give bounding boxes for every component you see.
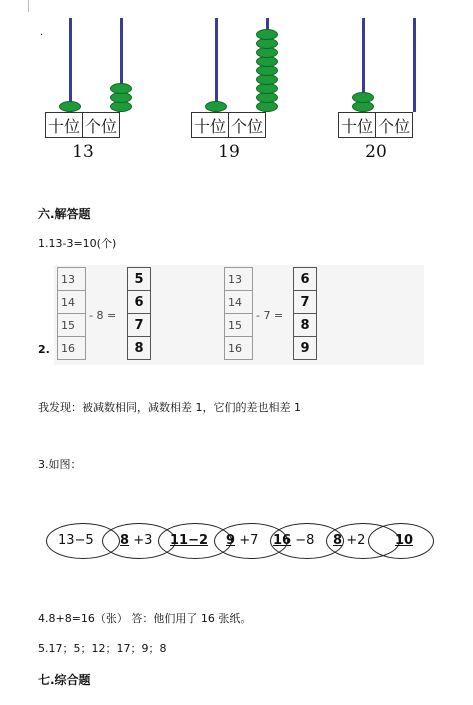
- place-value-table: [338, 112, 413, 138]
- chain-step-6: [333, 533, 365, 548]
- chain-end: [384, 533, 424, 548]
- chain-step-2: [120, 533, 152, 548]
- answer-3-label: 3.如图：: [38, 458, 82, 471]
- section-6-title: 六.解答题: [38, 207, 91, 221]
- ones-place-label: 个位: [376, 113, 413, 138]
- tens-place-label: 十位: [192, 113, 229, 138]
- left-operator: - 8 =: [89, 309, 117, 322]
- answer-5: 5.17；5；12；17；9；8: [38, 642, 167, 655]
- minuend-cell: 15: [58, 314, 86, 337]
- place-value-table: [45, 112, 120, 138]
- chain-answer: 10: [394, 533, 414, 548]
- abacus-bead: [352, 92, 374, 103]
- minuend-cell: 14: [58, 291, 86, 314]
- chain-op: +3: [133, 533, 153, 548]
- chain-answer: 11−2: [170, 533, 209, 548]
- chain-answer: 8: [120, 533, 130, 548]
- minuend-cell: 13: [58, 268, 86, 291]
- tens-place-label: 十位: [339, 113, 376, 138]
- abacus-number: 20: [365, 142, 387, 162]
- minuend-cell: 13: [225, 268, 253, 291]
- chain-step-4: [226, 533, 258, 548]
- minuend-cell: 16: [58, 337, 86, 360]
- tens-rod: [215, 18, 218, 112]
- tens-place-label: 十位: [46, 113, 83, 138]
- chain-op: +2: [346, 533, 366, 548]
- chain-answer: 8: [333, 533, 343, 548]
- finding-text: 我发现：被减数相同，减数相差 1，它们的差也相差 1: [38, 401, 301, 414]
- margin-mark: [28, 0, 29, 12]
- answer-2-label: 2.: [38, 343, 50, 356]
- chain-op: +7: [239, 533, 259, 548]
- abacus-number: 19: [218, 142, 240, 162]
- ones-place-label: 个位: [229, 113, 266, 138]
- answer-cell: 6: [294, 268, 317, 291]
- right-answer-column: [293, 267, 317, 360]
- answer-cell: 6: [128, 291, 151, 314]
- ones-place-label: 个位: [83, 113, 120, 138]
- chain-op: −8: [295, 533, 315, 548]
- chain-start: 13−5: [58, 533, 94, 548]
- answer-cell: 7: [128, 314, 151, 337]
- section-7-title: 七.综合题: [38, 673, 91, 687]
- answer-4: 4.8+8=16（张） 答：他们用了 16 张纸。: [38, 612, 252, 625]
- answer-cell: 7: [294, 291, 317, 314]
- abacus-bead: [205, 101, 227, 112]
- answer-cell: 8: [294, 314, 317, 337]
- abacus-bead: [59, 101, 81, 112]
- left-minuend-column: [57, 267, 86, 360]
- minuend-cell: 14: [225, 291, 253, 314]
- abacus-bead: [110, 83, 132, 94]
- minuend-cell: 15: [225, 314, 253, 337]
- answer-cell: 8: [128, 337, 151, 360]
- chain-answer: 16: [273, 533, 292, 548]
- chain-step-3: [170, 533, 208, 548]
- abacus-bead: [256, 29, 278, 40]
- answer-cell: 9: [294, 337, 317, 360]
- chain-step-5: [273, 533, 314, 548]
- answer-cell: 5: [128, 268, 151, 291]
- left-answer-column: [127, 267, 151, 360]
- chain-answer: 9: [226, 533, 236, 548]
- abacus-number: 13: [72, 142, 94, 162]
- answer-1: 1.13-3=10(个): [38, 237, 117, 250]
- minuend-cell: 16: [225, 337, 253, 360]
- dot-mark: ·: [40, 30, 44, 41]
- tens-rod: [69, 18, 72, 112]
- ones-rod: [413, 18, 416, 112]
- right-minuend-column: [224, 267, 253, 360]
- place-value-table: [191, 112, 266, 138]
- right-operator: - 7 =: [256, 309, 284, 322]
